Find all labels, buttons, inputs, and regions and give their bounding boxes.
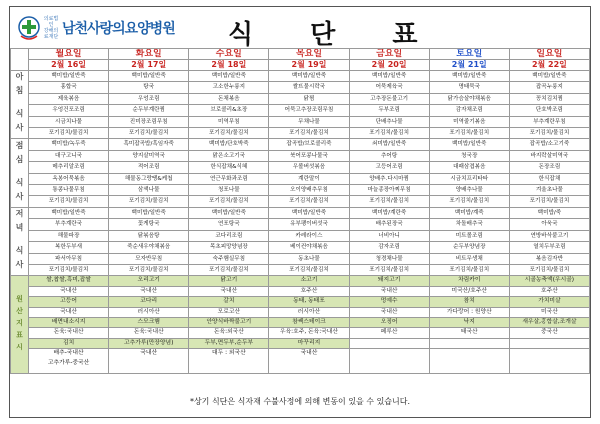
dish-cell: 포기김치/물김치 [349, 264, 429, 275]
dish-cell: 맑은소고기국 [189, 150, 269, 161]
dish-cell: 추어탕 [349, 150, 429, 161]
dish-cell: 포기김치/물김치 [109, 196, 189, 207]
origin-country: 중국산 [509, 328, 589, 338]
day-date: 2월 22일 [509, 60, 589, 71]
origin-item: 안양식바짝불고기 [189, 317, 269, 327]
dish-cell: 돈장조림 [509, 162, 589, 173]
origin-item: 오리고기 [109, 276, 189, 286]
dish-cell: 어묵제육국 [349, 82, 429, 93]
dish-cell: 양배추나물 [429, 185, 509, 196]
dish-cell: 양지살미역국 [109, 150, 189, 161]
dish-cell: 순두부양념장 [429, 242, 509, 253]
dish-cell: 어묵고추장조림무침 [269, 105, 349, 116]
dish-cell: 백미밥/일반죽 [349, 71, 429, 82]
dish-cell: 해물동그랑땡&케첩 [109, 173, 189, 184]
dish-cell: 계란말이 [269, 173, 349, 184]
meal-row [11, 230, 590, 241]
meal-row [11, 150, 590, 161]
dish-cell: 고추장돈불고기 [349, 93, 429, 104]
origin-item: 닭고기 [189, 276, 269, 286]
origin-country: 미국산 [509, 307, 589, 317]
dish-cell: 삼색나물 [109, 185, 189, 196]
origin-item: 스모크햄 [109, 317, 189, 327]
dish-cell: 한식잡채 [509, 173, 589, 184]
origin-row [11, 286, 590, 296]
origin-row [11, 338, 590, 348]
day-date: 2월 21일 [429, 60, 509, 71]
dish-cell: 꽃게탕국 [109, 219, 189, 230]
origin-country: 태국산 [429, 328, 509, 338]
day-name-row [11, 49, 590, 60]
origin-item: 참쌕스테이크 [269, 317, 349, 327]
dish-cell: 명태묵국 [429, 82, 509, 93]
origin-note-cell [269, 349, 349, 374]
dish-cell: 닭볶음탕 [109, 230, 189, 241]
meal-row [11, 242, 590, 253]
origin-country: 돈육:외국산 [189, 328, 269, 338]
day-name: 일요일 [509, 49, 589, 60]
dish-cell: 대패삼겹볶음 [429, 162, 509, 173]
dish-cell: 잡곡누룽지 [509, 82, 589, 93]
origin-item [429, 338, 509, 348]
origin-country: 국내산 [349, 286, 429, 296]
dish-cell: 한식잡채&식혜 [189, 162, 269, 173]
dish-cell: 포기김치/물김치 [349, 196, 429, 207]
dish-cell: 고소한누룽지 [189, 82, 269, 93]
dish-cell: 포기김치/물김치 [509, 264, 589, 275]
dish-cell: 부추계란무침 [509, 116, 589, 127]
origin-item: 고추가루(만장양념) [109, 338, 189, 348]
origin-note-cell [109, 349, 189, 374]
dish-cell: 감자채조림 [429, 105, 509, 116]
dish-cell: 숙주햄실무침 [189, 253, 269, 264]
origin-note: 국내산 [140, 350, 158, 357]
dish-cell: 고등어조림 [349, 162, 429, 173]
origin-section-label: 원산지표시 [11, 276, 29, 374]
origin-item: 오징어 [349, 317, 429, 327]
origin-item: 동태, 동태포 [269, 297, 349, 307]
dish-cell: 목초피망양념장 [189, 242, 269, 253]
origin-notes-row [11, 349, 590, 374]
dish-cell: 포기김치/물김치 [109, 264, 189, 275]
dish-cell: 비트무생채 [429, 253, 509, 264]
dish-cell: 연근무화과조림 [189, 173, 269, 184]
origin-item: 낙지 [429, 317, 509, 327]
day-date: 2월 17일 [109, 60, 189, 71]
origin-country: 러시아산 [109, 307, 189, 317]
dish-cell: 바지락살미역국 [509, 150, 589, 161]
dish-cell: 열치두부조림 [509, 242, 589, 253]
origin-item: 가치미살 [509, 297, 589, 307]
dish-cell: 포기김치/물김치 [189, 264, 269, 275]
meal-row [11, 219, 590, 230]
dish-cell: 브로콜리&초장 [189, 105, 269, 116]
dish-cell: 유부팽이버섯국 [269, 219, 349, 230]
dish-cell: 포기김치/물김치 [109, 128, 189, 139]
day-date: 2월 18일 [189, 60, 269, 71]
day-name: 수요일 [189, 49, 269, 60]
dish-cell: 시금치프리타타 [429, 173, 509, 184]
dish-cell: 청국장 [429, 150, 509, 161]
meal-row [11, 71, 590, 82]
dish-cell: 포기김치/물김치 [429, 196, 509, 207]
dish-cell: 포기김치/물김치 [29, 264, 109, 275]
meal-row [11, 116, 590, 127]
dish-cell: 백미밥/일반죽 [189, 207, 269, 218]
dish-cell: 무채나물 [269, 116, 349, 127]
corner-cell [11, 49, 29, 71]
origin-country: 호주산 [269, 286, 349, 296]
page-title: 식 단 표 [228, 20, 442, 50]
origin-country: 미국산/호주산 [429, 286, 509, 296]
meal-row [11, 82, 590, 93]
origin-note-cell [29, 349, 109, 374]
dish-cell: 마늘종장아찌무침 [349, 185, 429, 196]
origin-country: 국내산 [189, 286, 269, 296]
origin-item: 돼지고기 [349, 276, 429, 286]
dish-cell: 닭찜 [269, 93, 349, 104]
day-date: 2월 16일 [29, 60, 109, 71]
menu-table [10, 48, 590, 374]
meal-row [11, 253, 590, 264]
meal-row [11, 173, 590, 184]
meal-row [11, 93, 590, 104]
dish-cell: 청경채나물 [349, 253, 429, 264]
dish-cell: 포기김치/물김치 [269, 128, 349, 139]
origin-item: 갈치 [189, 297, 269, 307]
dish-cell: 우엉건포조림 [29, 105, 109, 116]
origin-country: 돈육:국내산 [29, 328, 109, 338]
hospital-logo-icon [18, 16, 40, 42]
origin-row [11, 307, 590, 317]
dish-cell: 통콩나물무침 [29, 185, 109, 196]
dish-cell: 잡곡밥/브로콜리죽 [269, 139, 349, 150]
dish-cell: 죽순새우야채볶음 [109, 242, 189, 253]
origin-row [11, 276, 590, 286]
origin-item: 멍예수 [349, 297, 429, 307]
dish-cell: 겨울초나물 [509, 185, 589, 196]
dish-cell: 북어포콩나물국 [269, 150, 349, 161]
origin-item: 마꾸리지 [269, 338, 349, 348]
origin-note-cell [349, 349, 429, 374]
meal-row [11, 264, 590, 275]
origin-item: 참치 [429, 297, 509, 307]
dish-cell: 너비아니 [349, 230, 429, 241]
origin-country: 돈육:국내산 [109, 328, 189, 338]
dish-cell: 제육볶음 [29, 93, 109, 104]
origin-item: 쌀,찹쌀,흑미,잡쌀 [29, 276, 109, 286]
dish-cell: 오이양배추무침 [269, 185, 349, 196]
dish-cell: 꽁치김치찜 [509, 93, 589, 104]
hospital-name: 남천사랑의요양병원 [62, 21, 175, 37]
dish-cell: 코다리조림 [189, 230, 269, 241]
dish-cell: 파서아무침 [29, 253, 109, 264]
origin-item: 새우살,홍합살,조개살 [509, 317, 589, 327]
dish-cell: 포기김치/물김치 [189, 196, 269, 207]
origin-country: 국내산 [29, 307, 109, 317]
origin-note: 국내산 [300, 350, 318, 357]
dish-cell: 백미밥/일반죽 [429, 139, 509, 150]
footer-note: *상기 식단은 식자재 수불사정에 의해 변동이 있을 수 있습니다. [189, 397, 411, 406]
origin-row [11, 317, 590, 327]
dish-cell: 양배추.다시마찜 [349, 173, 429, 184]
dish-cell: 백미밥/녹두죽 [29, 139, 109, 150]
day-date-row [11, 60, 590, 71]
dish-cell: 쇠미밥/일반죽 [349, 139, 429, 150]
origin-note: 대두 : 외국산 [212, 350, 246, 357]
dish-cell: 미트볼조림 [429, 230, 509, 241]
dish-cell: 돈채볶음 [189, 93, 269, 104]
dish-cell: 포기김치/물김치 [29, 196, 109, 207]
origin-note-cell [429, 349, 509, 374]
origin-country: 페루산 [349, 328, 429, 338]
dish-cell: 연방바삭붙고기 [509, 230, 589, 241]
dish-cell: 연포탕국 [189, 219, 269, 230]
meal-row [11, 207, 590, 218]
dish-cell: 아욱국 [509, 219, 589, 230]
origin-item: 고등어 [29, 297, 109, 307]
dish-cell: 탕국 [109, 82, 189, 93]
origin-country: 모로코산 [189, 307, 269, 317]
origin-country: 국내산 [349, 307, 429, 317]
dish-cell: 우볼버섯볶음 [269, 162, 349, 173]
day-name: 금요일 [349, 49, 429, 60]
origin-country: 국내산 [29, 286, 109, 296]
origin-item [509, 338, 589, 348]
meal-row [11, 162, 590, 173]
dish-cell: 포기김치/물김치 [269, 196, 349, 207]
dish-cell: 미역무침 [189, 116, 269, 127]
dish-cell: 백미밥/계란죽 [349, 207, 429, 218]
origin-note: 배추-국내산 [53, 350, 84, 357]
meal-slot-label: 아침 식사 [11, 71, 29, 139]
dish-cell: 백미밥/죽 [509, 207, 589, 218]
dish-cell: 포기김치/물김치 [349, 128, 429, 139]
dish-cell: 쌀뜨물시락국 [269, 82, 349, 93]
dish-cell: 단배추나물 [349, 116, 429, 127]
origin-item: 김치 [29, 338, 109, 348]
origin-item: 소고기 [269, 276, 349, 286]
dish-cell: 적어조림 [109, 162, 189, 173]
meal-row [11, 105, 590, 116]
dish-cell: 대구고니국 [29, 150, 109, 161]
meal-slot-label: 저녁 식사 [11, 207, 29, 275]
origin-country: 호주산 [509, 286, 589, 296]
origin-country: 가다랑어 : 원양산 [429, 307, 509, 317]
dish-cell: 부추계란국 [29, 219, 109, 230]
dish-cell: 포기김치/물김치 [509, 196, 589, 207]
meal-slot-label: 점심 식사 [11, 139, 29, 207]
dish-cell: 베이컨야채볶음 [269, 242, 349, 253]
day-name: 목요일 [269, 49, 349, 60]
origin-row [11, 297, 590, 307]
origin-note-cell [189, 349, 269, 374]
dish-cell: 메추리알조림 [29, 162, 109, 173]
dish-cell: 배추된장국 [349, 219, 429, 230]
dish-cell: 백미밥/일반죽 [109, 71, 189, 82]
dish-cell: 차돌배추국 [429, 219, 509, 230]
origin-country: 러시아산 [269, 307, 349, 317]
dish-cell: 복한두부새 [29, 242, 109, 253]
origin-item: 코다리 [109, 297, 189, 307]
dish-cell: 백미밥/단호박죽 [189, 139, 269, 150]
origin-item: 시골농축액(우시골) [509, 276, 589, 286]
dish-cell: 해물파장 [29, 230, 109, 241]
dish-cell: 모자반무침 [109, 253, 189, 264]
meal-row [11, 196, 590, 207]
dish-cell: 우엉조림 [109, 93, 189, 104]
day-name: 월요일 [29, 49, 109, 60]
dish-cell: 잡곡밥/소고기죽 [509, 139, 589, 150]
dish-cell: 백미밥/일반죽 [509, 71, 589, 82]
dish-cell: 홍합국 [29, 82, 109, 93]
dish-cell: 진미장조림무침 [109, 116, 189, 127]
dish-cell: 흑미잡곡밥/흑임자죽 [109, 139, 189, 150]
origin-country: 우육:호주, 돈육:국내산 [269, 328, 349, 338]
dish-cell: 포기김치/물김치 [429, 264, 509, 275]
dish-cell: 백미밥/일반죽 [429, 71, 509, 82]
logo-subtitle: 의료법인 강해의료재단 [43, 16, 59, 40]
origin-item: 배면내소시지 [29, 317, 109, 327]
header [10, 10, 590, 48]
meal-row [11, 139, 590, 150]
dish-cell: 포기김치/물김치 [429, 128, 509, 139]
day-date: 2월 20일 [349, 60, 429, 71]
dish-cell: 감자조림 [349, 242, 429, 253]
day-name: 화요일 [109, 49, 189, 60]
dish-cell: 포기김치/물김치 [189, 128, 269, 139]
origin-item: 차림카이 [429, 276, 509, 286]
dish-cell: 미역줄기볶음 [429, 116, 509, 127]
day-name: 토요일 [429, 49, 509, 60]
meal-row [11, 128, 590, 139]
origin-row [11, 328, 590, 338]
origin-note: 고추가루-중국산 [47, 359, 90, 366]
dish-cell: 백미밥/일반죽 [109, 207, 189, 218]
dish-cell: 순두부계란찜 [109, 105, 189, 116]
dish-cell: 포기김치/물김치 [269, 264, 349, 275]
dish-cell: 포기김치/물김치 [509, 128, 589, 139]
origin-item: 두부,면두부,순두부 [189, 338, 269, 348]
origin-country: 국내산 [109, 286, 189, 296]
dish-cell: 옥봉어묵볶음 [29, 173, 109, 184]
dish-cell: 백미밥/계죽 [429, 207, 509, 218]
dish-cell: 닭가슴살야채볶음 [429, 93, 509, 104]
dish-cell: 백미밥/일반죽 [29, 71, 109, 82]
origin-item [349, 338, 429, 348]
dish-cell: 동초나물 [269, 253, 349, 264]
dish-cell: 볶음김자반 [509, 253, 589, 264]
dish-cell: 백미밥/일반죽 [269, 71, 349, 82]
day-date: 2월 19일 [269, 60, 349, 71]
dish-cell: 백미밥/일반죽 [29, 207, 109, 218]
dish-cell: 백미밥/일반죽 [269, 207, 349, 218]
dish-cell: 두부조림 [349, 105, 429, 116]
dish-cell: 청포나물 [189, 185, 269, 196]
dish-cell: 시금치나물 [29, 116, 109, 127]
dish-cell: 포기김치/물김치 [29, 128, 109, 139]
origin-note-cell [509, 349, 589, 374]
dish-cell: 백미밥/일반죽 [189, 71, 269, 82]
meal-row [11, 185, 590, 196]
dish-cell: 카레라이스 [269, 230, 349, 241]
dish-cell: 단호박조림 [509, 105, 589, 116]
